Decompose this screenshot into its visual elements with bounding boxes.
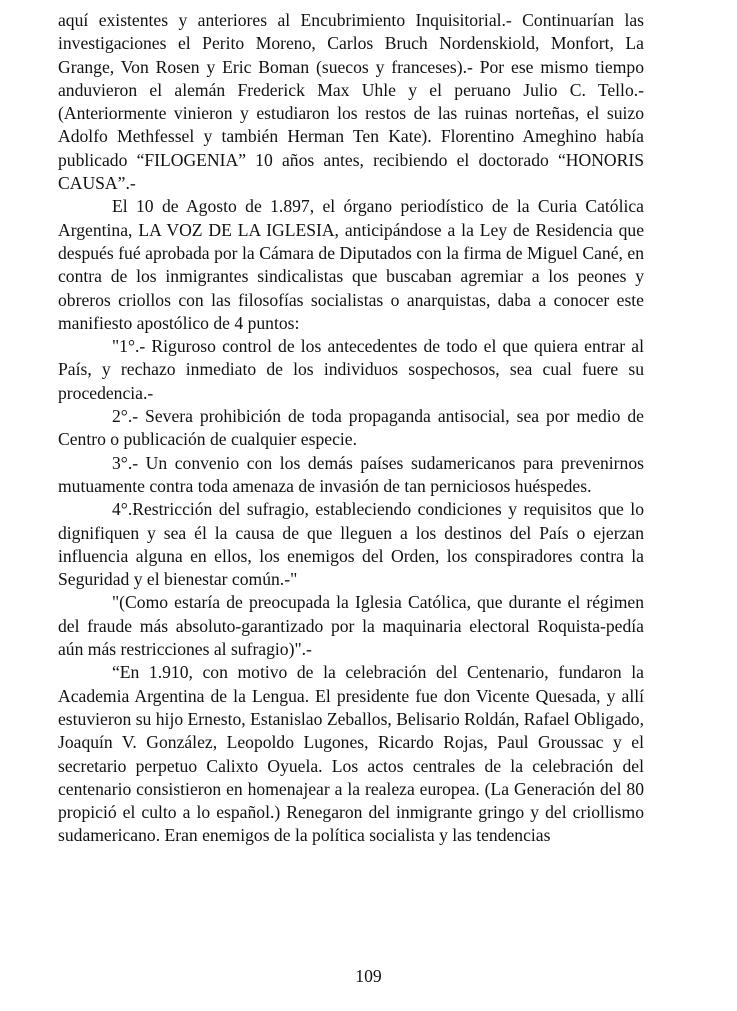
paragraph-continuation: aquí existentes y anteriores al Encubrimiento Inquisitorial.- Continuarían las investigaciones el Perito Moreno, Carlos Bruch Nordenskiold, Monfort, La Grange, Von Rosen y Eric Boman (suecos y franceses).- Por ese mismo tiempo anduvieron el alemán Frederick Max Uhle y el peruano Julio C. Tello.- (Anteriormente vinieron y estudiaron los restos de las ruinas norteñas, el suizo Adolfo Methfessel y también Herman Ten Kate). Florentino Ameghino había publicado “FILOGENIA” 10 años antes, recibiendo el doctorado “HONORIS CAUSA”.- (58, 10, 644, 194)
paragraph-commentary: "(Como estaría de preocupada la Iglesia Católica, que durante el régimen del fraude más absoluto-garantizado por la maquinaria electoral Roquista-pedía aún más restricciones al sufragio)".- (58, 592, 644, 660)
manifesto-point-4: 4°.Restricción del sufragio, estableciendo condiciones y requisitos que lo dignifiquen y sea él la causa de que lleguen a los destinos del País o ejerzan influencia alguna en ellos, los enemigos del Orden, los conspiradores contra la Seguridad y el bienestar común.-" (58, 499, 644, 590)
body-text (58, 9, 644, 848)
manifesto-point-3: 3°.- Un convenio con los demás países sudamericanos para prevenirnos mutuamente contra toda amenaza de invasión de tan perniciosos huéspedes. (58, 452, 644, 496)
paragraph-centenario: “En 1.910, con motivo de la celebración del Centenario, fundaron la Academia Argentina de la Lengua. El presidente fue don Vicente Quesada, y allí estuvieron su hijo Ernesto, Estanislao Zeballos, Belisario Roldán, Rafael Obligado, Joaquín V. González, Leopoldo Lugones, Ricardo Rojas, Paul Groussac y el secretario perpetuo Calixto Oyuela. Los actos centrales de la celebración del centenario consistieron en homenajear a la realeza europea. (La Generación del 80 propició el culto a lo español.) Renegaron del inmigrante gringo y del criollismo sudamericano. Eran enemigos de la política socialista y las tendencias (58, 662, 644, 846)
manifesto-point-2: 2°.- Severa prohibición de toda propaganda antisocial, sea por medio de Centro o publicación de cualquier especie. (58, 406, 644, 450)
page-number: 109 (355, 966, 382, 986)
manifesto-point-1: "1°.- Riguroso control de los antecedentes de todo el que quiera entrar al País, y rechazo inmediato de los individuos sospechosos, sea cual fuere su procedencia.- (58, 336, 644, 403)
paragraph-voz-de-la-iglesia: El 10 de Agosto de 1.897, el órgano periodístico de la Curia Católica Argentina, LA VOZ DE LA IGLESIA, anticipándose a la Ley de Residencia que después fué aprobada por la Cámara de Diputados con la firma de Miguel Cané, en contra de los inmigrantes sindicalistas que buscaban agremiar a los peones y obreros criollos con las filosofías socialistas o anarquistas, daba a conocer este manifiesto apostólico de 4 puntos: (58, 196, 644, 333)
